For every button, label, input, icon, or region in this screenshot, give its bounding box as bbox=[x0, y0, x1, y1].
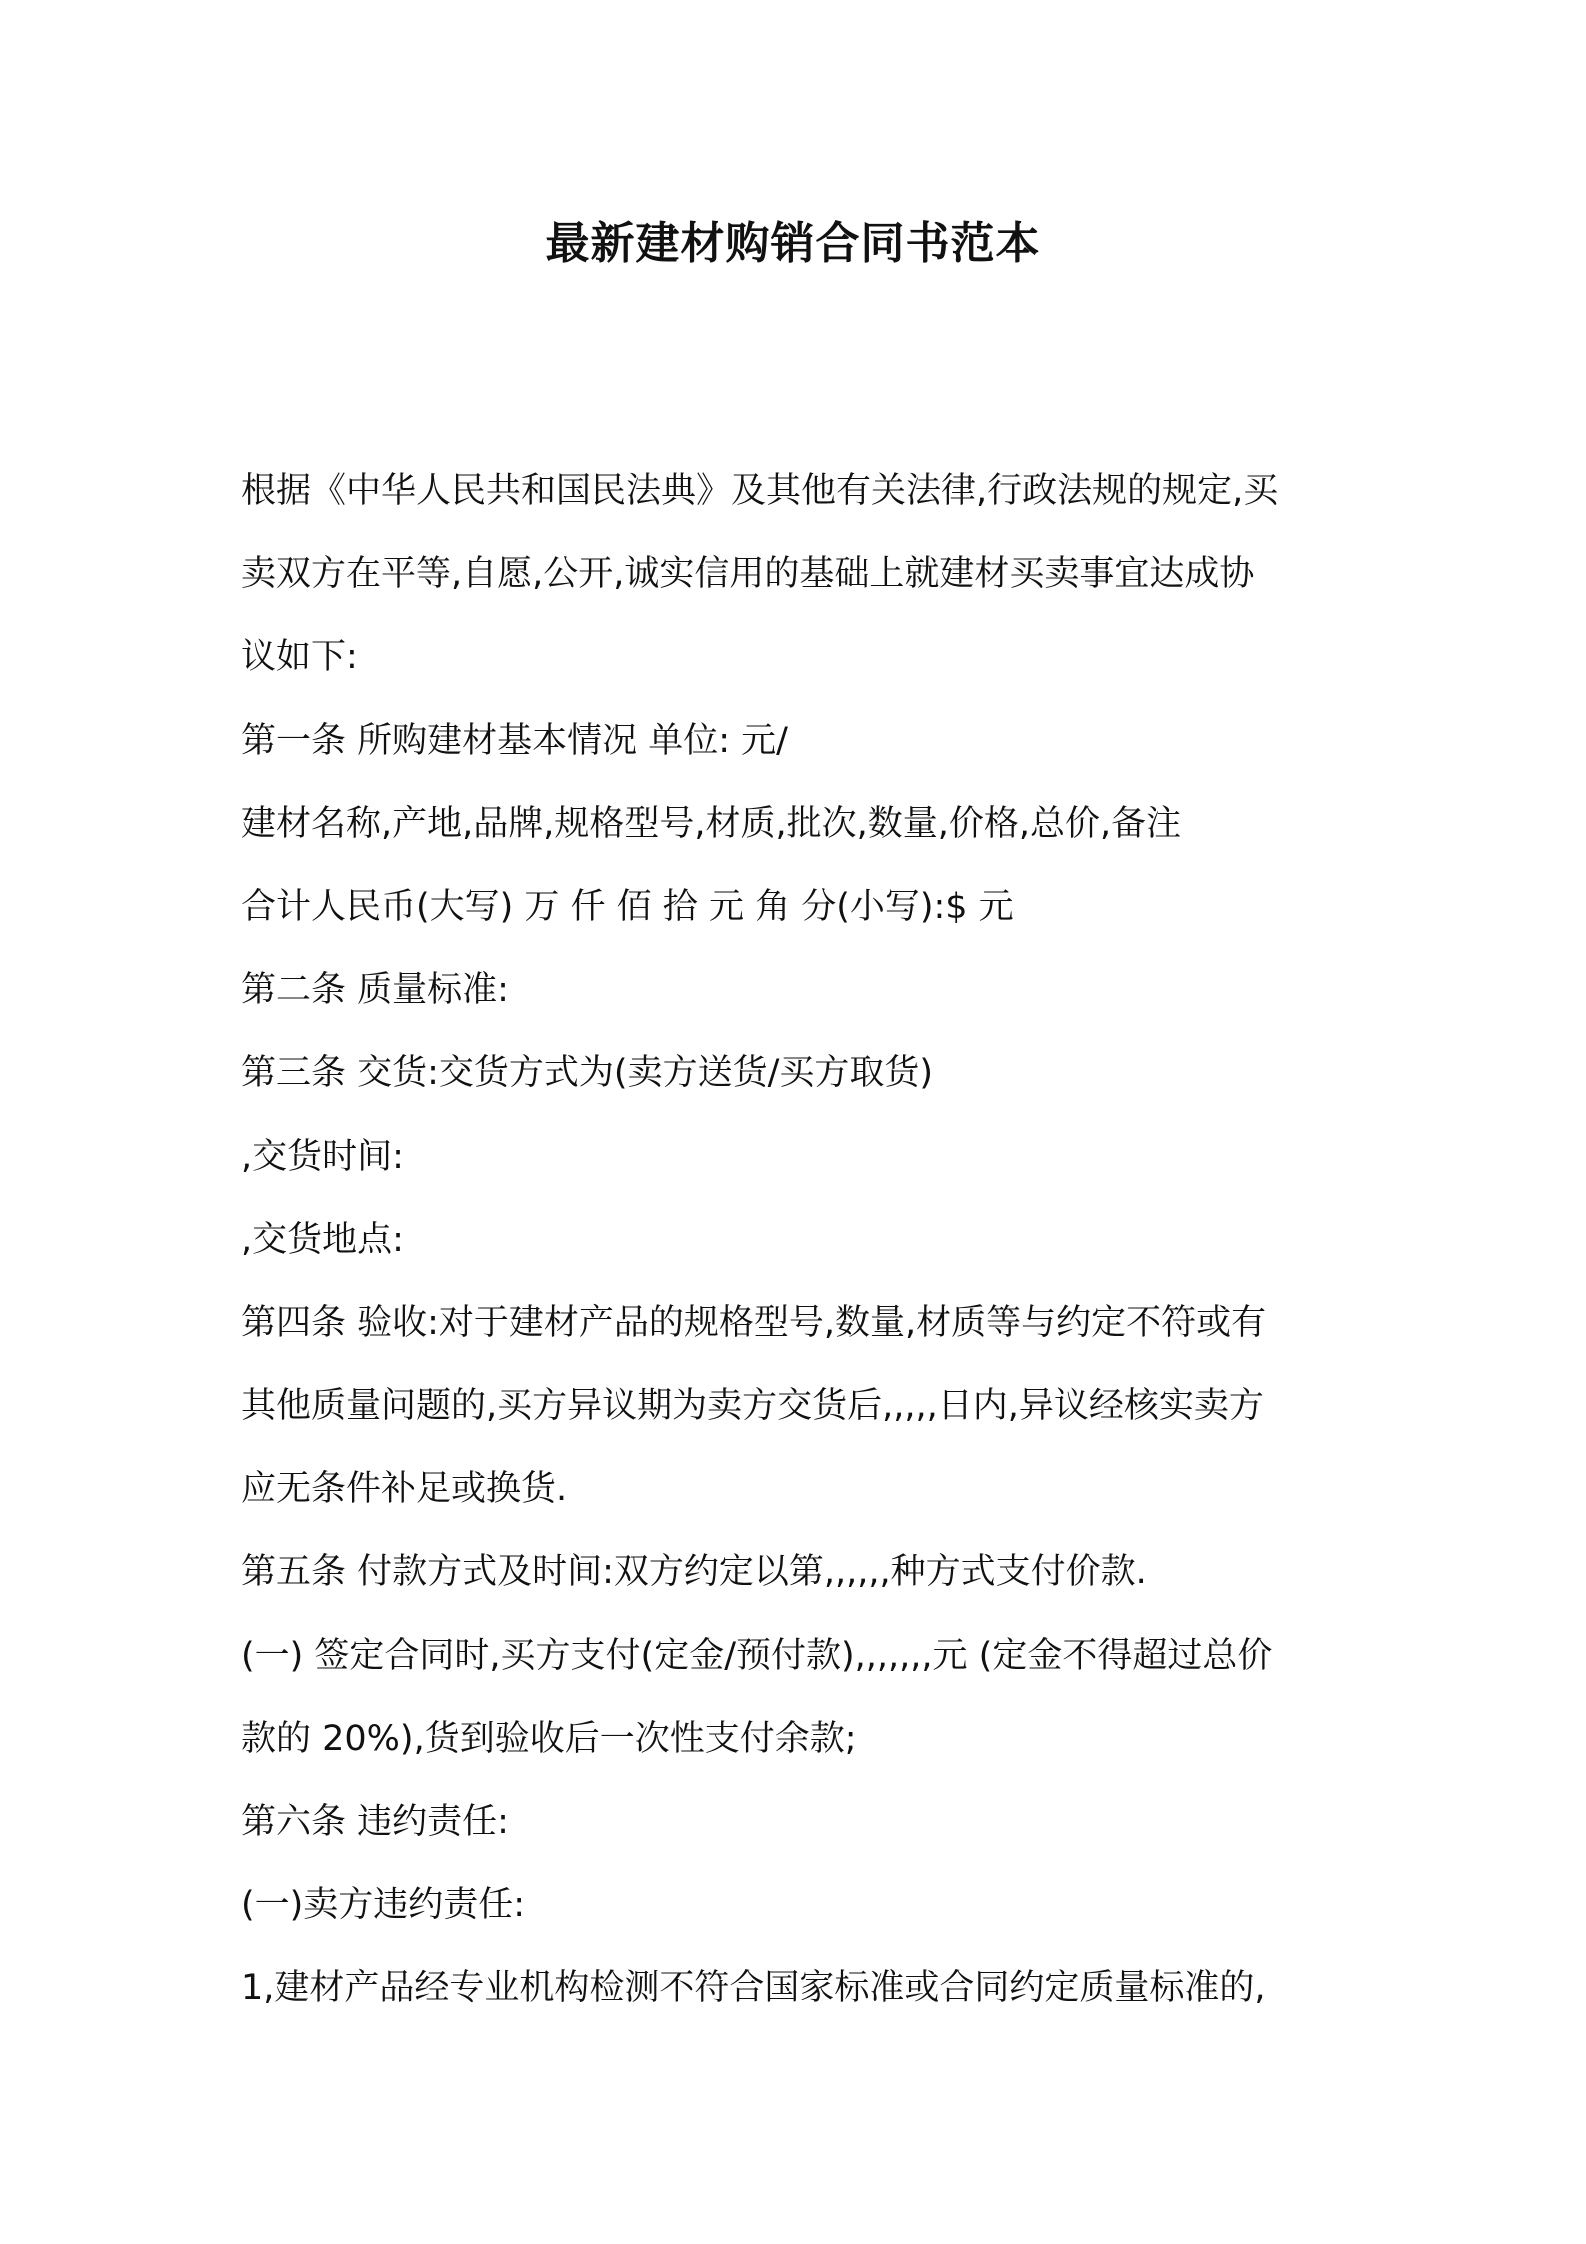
body-line: 卖双方在平等,自愿,公开,诚实信用的基础上就建材买卖事宜达成协 bbox=[241, 554, 1255, 595]
document-title: 最新建材购销合同书范本 bbox=[545, 218, 1041, 269]
body-line: 建材名称,产地,品牌,规格型号,材质,批次,数量,价格,总价,备注 bbox=[241, 803, 1182, 844]
body-line: (一)卖方违约责任: bbox=[241, 1885, 526, 1926]
article-5-heading: 第五条 付款方式及时间:双方约定以第,,,,,,种方式支付价款. bbox=[241, 1552, 1147, 1593]
article-3-heading: 第三条 交货:交货方式为(卖方送货/买方取货) bbox=[241, 1053, 934, 1094]
body-line: 其他质量问题的,买方异议期为卖方交货后,,,,,日内,异议经核实卖方 bbox=[241, 1386, 1264, 1427]
body-line: 1,建材产品经专业机构检测不符合国家标准或合同约定质量标准的, bbox=[241, 1968, 1266, 2009]
article-2-heading: 第二条 质量标准: bbox=[241, 970, 509, 1011]
body-line: 合计人民币(大写) 万 仟 佰 拾 元 角 分(小写):$ 元 bbox=[241, 886, 1014, 927]
body-line: 应无条件补足或换货. bbox=[241, 1469, 568, 1510]
body-line: 根据《中华人民共和国民法典》及其他有关法律,行政法规的规定,买 bbox=[241, 471, 1279, 511]
body-line: 议如下: bbox=[241, 637, 358, 678]
body-line: ,交货时间: bbox=[241, 1136, 404, 1177]
body-line: 款的 20%),货到验收后一次性支付余款; bbox=[241, 1718, 857, 1759]
article-6-heading: 第六条 违约责任: bbox=[241, 1802, 509, 1842]
document-body bbox=[241, 450, 1351, 2031]
body-line: ,交货地点: bbox=[241, 1219, 404, 1260]
article-4-heading: 第四条 验收:对于建材产品的规格型号,数量,材质等与约定不符或有 bbox=[241, 1302, 1267, 1343]
body-line: (一) 签定合同时,买方支付(定金/预付款),,,,,,,元 (定金不得超过总价 bbox=[241, 1635, 1273, 1676]
article-1-heading: 第一条 所购建材基本情况 单位: 元/ bbox=[241, 720, 788, 761]
